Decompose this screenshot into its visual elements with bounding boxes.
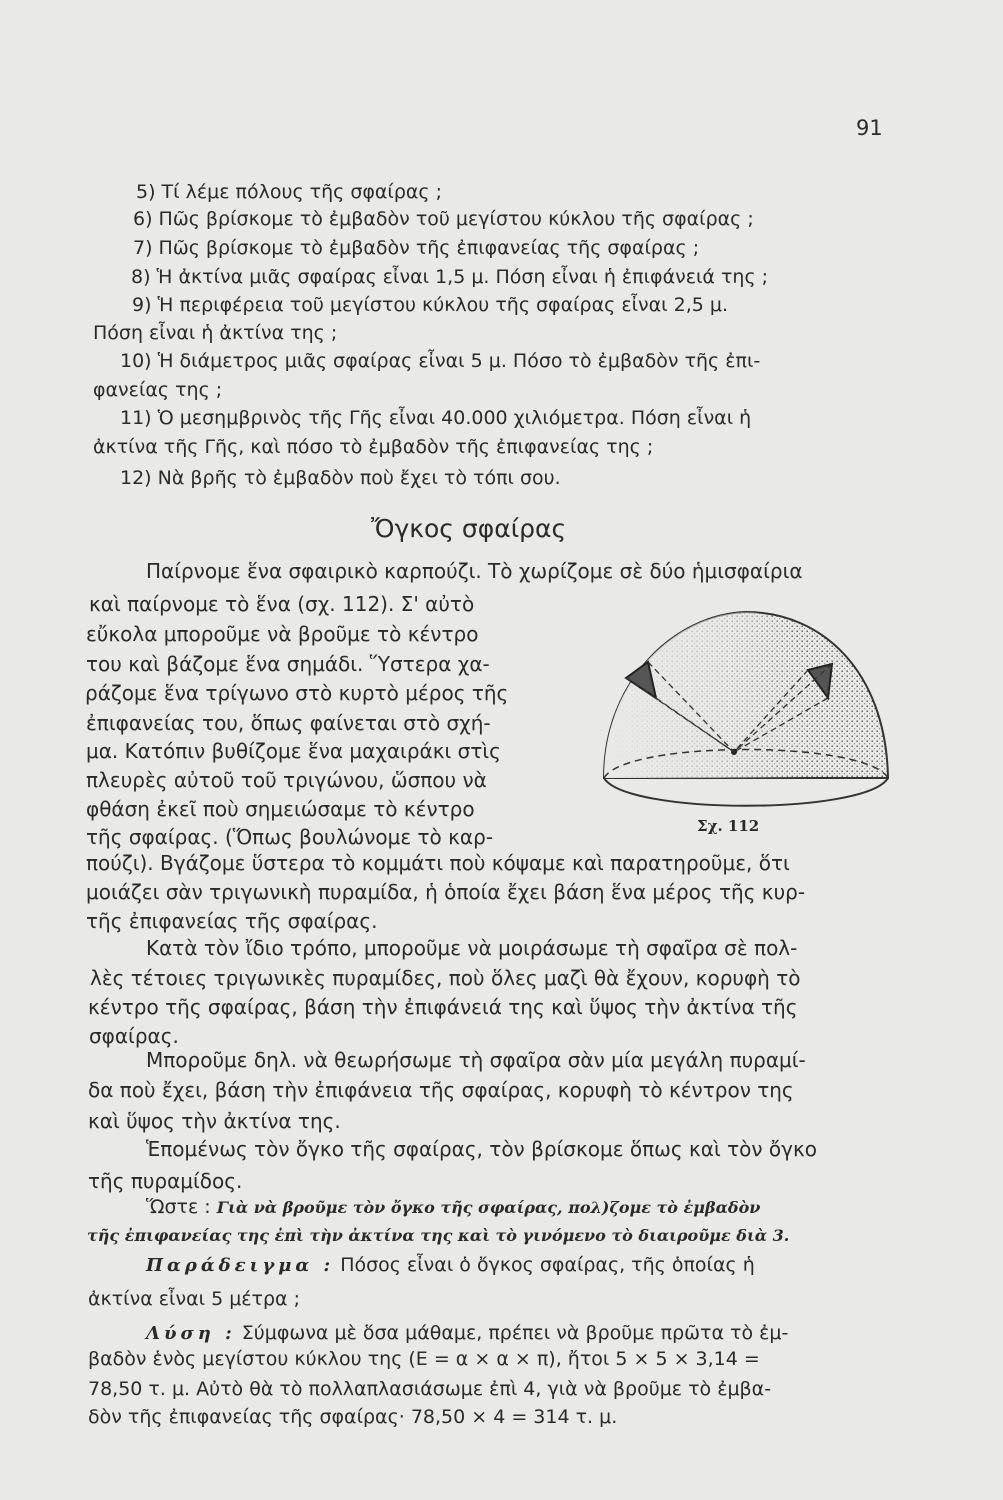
body-line: δα ποὺ ἔχει, βάση τὴν ἐπιφάνεια τῆς σφαίρας, κορυφὴ τὸ κέντρον της <box>88 1078 794 1102</box>
rule-line-1 <box>146 1198 760 1217</box>
body-line: καὶ παίρνομε τὸ ἕνα (σχ. 112). Σ' αὐτὸ <box>89 592 475 616</box>
hemisphere-with-triangular-pyramid-cut-icon <box>596 600 898 830</box>
body-line: Μποροῦμε δηλ. νὰ θεωρήσωμε τὴ σφαῖρα σὰν μία μεγάλη πυραμί- <box>146 1048 806 1072</box>
figure-caption: Σχ. 112 <box>697 817 760 835</box>
body-line: τῆς πυραμίδος. <box>88 1169 243 1193</box>
body-line: του καὶ βάζομε ἕνα σημάδι. Ὕστερα χα- <box>86 652 490 676</box>
page-number: 91 <box>856 116 883 140</box>
question-line: Πόση εἶναι ἡ ἀκτίνα της ; <box>93 322 338 344</box>
body-line: ἐπιφανείας του, ὅπως φαίνεται στὸ σχή- <box>86 711 491 735</box>
solution-text: Σύμφωνα μὲ ὅσα μάθαμε, πρέπει νὰ βροῦμε πρῶτα τὸ ἐμ- <box>241 1322 789 1344</box>
solution-line-2: βαδὸν ἑνὸς μεγίστου κύκλου της (Ε = α × α × π), ἤτοι 5 × 5 × 3,14 = <box>88 1348 760 1370</box>
solution-label: Λύση : <box>146 1323 236 1344</box>
question-line: 7) Πῶς βρίσκομε τὸ ἐμβαδὸν τῆς ἐπιφανείας τῆς σφαίρας ; <box>133 237 700 259</box>
body-line: σφαίρας. <box>89 1024 179 1048</box>
example-line-2: ἀκτίνα εἶναι 5 μέτρα ; <box>88 1288 301 1310</box>
body-line: ράζομε ἕνα τρίγωνο στὸ κυρτὸ μέρος τῆς <box>85 681 509 705</box>
body-line: τῆς ἐπιφανείας τῆς σφαίρας. <box>86 909 378 933</box>
question-line: 9) Ἡ περιφέρεια τοῦ μεγίστου κύκλου τῆς σφαίρας εἶναι 2,5 μ. <box>132 294 729 316</box>
body-line: πλευρὲς αὐτοῦ τοῦ τριγώνου, ὥσπου νὰ <box>86 768 487 792</box>
body-line: καὶ ὕψος τὴν ἀκτίνα της. <box>88 1109 341 1133</box>
rule-prefix: Ὥστε : <box>146 1196 211 1218</box>
rule-bold-text-2: τῆς ἐπιφανείας της ἐπὶ τὴν ἀκτίνα της καὶ τὸ γινόμενο τὸ διαιροῦμε διὰ 3. <box>87 1226 790 1245</box>
question-line: ἀκτίνα τῆς Γῆς, καὶ πόσο τὸ ἐμβαδὸν τῆς ἐπιφανείας της ; <box>93 436 654 458</box>
question-line: 10) Ἡ διάμετρος μιᾶς σφαίρας εἶναι 5 μ. Πόσο τὸ ἐμβαδὸν τῆς ἐπι- <box>120 350 761 372</box>
body-line: Παίρνομε ἕνα σφαιρικὸ καρπούζι. Τὸ χωρίζομε σὲ δύο ἡμισφαίρια <box>146 559 803 583</box>
body-line: τῆς σφαίρας. (Ὅπως βουλώνομε τὸ καρ- <box>86 825 494 849</box>
solution-line-3: 78,50 τ. μ. Αὐτὸ θὰ τὸ πολλαπλασιάσωμε ἐπὶ 4, γιὰ νὰ βροῦμε τὸ ἐμβα- <box>88 1378 772 1400</box>
body-line: Ἑπομένως τὸν ὄγκο τῆς σφαίρας, τὸν βρίσκομε ὅπως καὶ τὸν ὄγκο <box>146 1137 818 1161</box>
solution-line-1 <box>146 1324 788 1343</box>
body-line: κέντρο τῆς σφαίρας, βάση τὴν ἐπιφάνειά της καὶ ὕψος τὴν ἀκτίνα τῆς <box>88 995 798 1019</box>
question-line: 6) Πῶς βρίσκομε τὸ ἐμβαδὸν τοῦ μεγίστου κύκλου τῆς σφαίρας ; <box>133 208 754 230</box>
question-line: 11) Ὁ μεσημβρινὸς τῆς Γῆς εἶναι 40.000 χιλιόμετρα. Πόση εἶναι ἡ <box>120 407 752 429</box>
question-line: 5) Τί λέμε πόλους τῆς σφαίρας ; <box>136 181 443 203</box>
question-line: 12) Νὰ βρῆς τὸ ἐμβαδὸν ποὺ ἔχει τὸ τόπι σου. <box>120 467 561 489</box>
example-line-1 <box>146 1256 755 1275</box>
body-line: μοιάζει σὰν τριγωνικὴ πυραμίδα, ἡ ὁποία ἔχει βάση ἕνα μέρος τῆς κυρ- <box>86 880 806 904</box>
question-line: φανείας της ; <box>93 379 223 401</box>
section-title: Ὄγκος σφαίρας <box>371 514 567 543</box>
example-text: Πόσος εἶναι ὁ ὄγκος σφαίρας, τῆς ὁποίας ἡ <box>340 1254 755 1276</box>
body-line: μα. Κατόπιν βυθίζομε ἕνα μαχαιράκι στὶς <box>86 739 501 763</box>
body-line: λὲς τέτοιες τριγωνικὲς πυραμίδες, ποὺ ὅλες μαζὶ θὰ ἔχουν, κορυφὴ τὸ <box>90 966 801 990</box>
question-line: 8) Ἡ ἀκτίνα μιᾶς σφαίρας εἶναι 1,5 μ. Πόση εἶναι ἡ ἐπιφάνειά της ; <box>131 266 769 288</box>
body-line: πούζι). Βγάζομε ὕστερα τὸ κομμάτι ποὺ κόψαμε καὶ παρατηροῦμε, ὅτι <box>86 851 790 875</box>
example-label: Παράδειγμα : <box>146 1255 335 1276</box>
rule-bold-text-1: Γιὰ νὰ βροῦμε τὸν ὄγκο τῆς σφαίρας, πολ)ζομε τὸ ἐμβαδὸν <box>216 1198 761 1217</box>
body-line: εὔκολα μποροῦμε νὰ βροῦμε τὸ κέντρο <box>86 622 479 646</box>
body-line: Κατὰ τὸν ἴδιο τρόπο, μποροῦμε νὰ μοιράσωμε τὴ σφαῖρα σὲ πολ- <box>146 936 798 960</box>
solution-line-4: δὸν τῆς ἐπιφανείας τῆς σφαίρας· 78,50 × 4 = 314 τ. μ. <box>88 1406 618 1428</box>
body-line: φθάση ἐκεῖ ποὺ σημειώσαμε τὸ κέντρο <box>86 797 475 821</box>
